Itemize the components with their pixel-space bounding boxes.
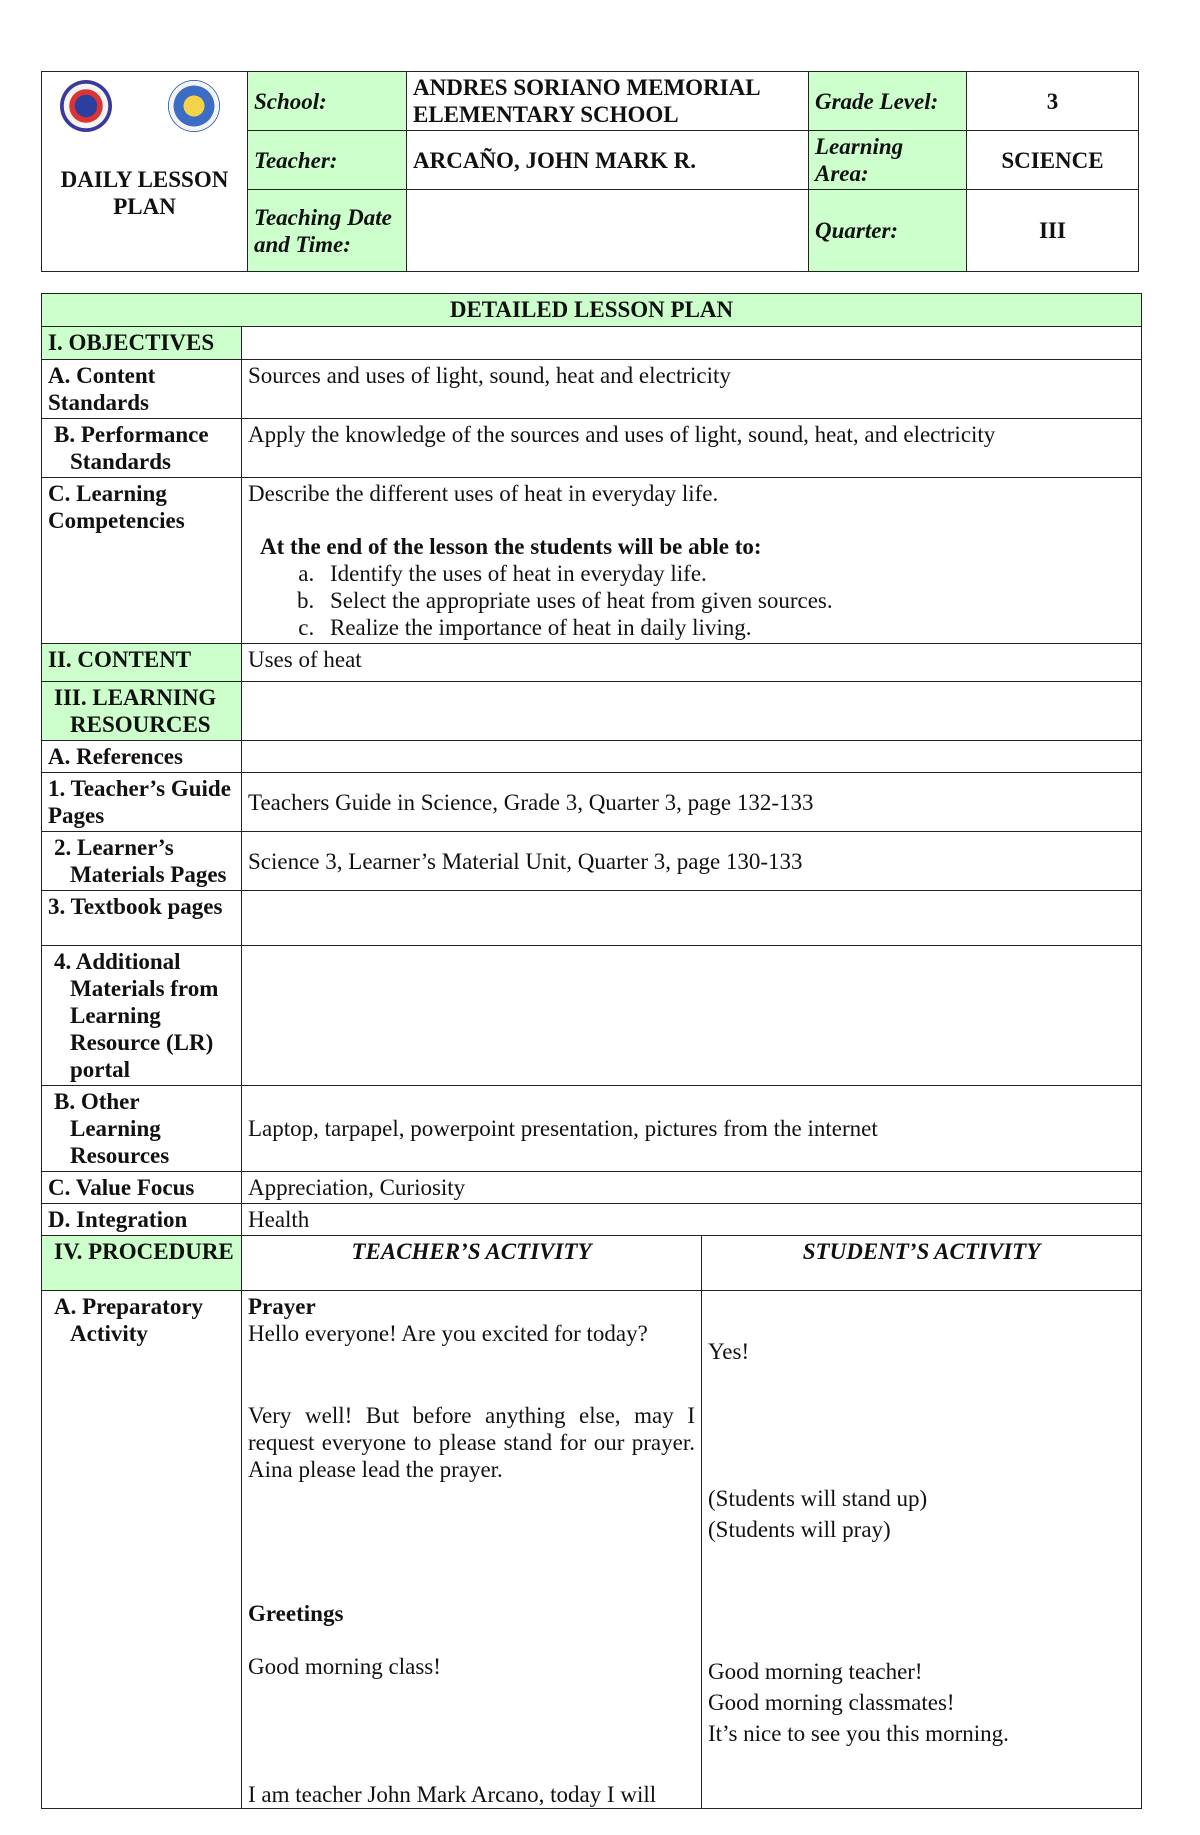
procedure-label: IV. PROCEDURE [42, 1236, 242, 1291]
teacher-line-3: Good morning class! [248, 1654, 441, 1679]
competencies-cell [242, 478, 1142, 644]
teacher-label: Teacher: [248, 131, 407, 190]
content-value: Uses of heat [242, 644, 1142, 682]
student-line-4: Good morning teacher! [708, 1659, 923, 1684]
student-line-3: (Students will pray) [708, 1517, 891, 1542]
student-activity-cell [702, 1291, 1142, 1809]
deped-seal-logo [60, 80, 112, 132]
other-resources-label: B. Other Learning Resources [42, 1086, 242, 1172]
grade-label: Grade Level: [809, 72, 967, 131]
objective-item: c. Realize the importance of heat in daily living. [320, 614, 1135, 641]
student-line-1: Yes! [708, 1339, 750, 1364]
learners-materials-label: 2. Learner’s Materials Pages [42, 832, 242, 891]
area-value: SCIENCE [967, 131, 1139, 190]
teacher-line-4: I am teacher John Mark Arcano, today I will [248, 1782, 657, 1807]
grade-value: 3 [967, 72, 1139, 131]
references-label: A. References [42, 741, 242, 773]
logos [42, 72, 247, 126]
student-line-6: It’s nice to see you this morning. [708, 1721, 1009, 1746]
student-activity-header: STUDENT’S ACTIVITY [702, 1236, 1142, 1291]
other-resources-value: Laptop, tarpapel, powerpoint presentation, pictures from the internet [242, 1086, 1142, 1172]
objectives-list [248, 560, 1135, 641]
integration-value: Health [242, 1204, 1142, 1236]
teachers-guide-value: Teachers Guide in Science, Grade 3, Quarter 3, page 132-133 [242, 773, 1142, 832]
school-value: ANDRES SORIANO MEMORIAL ELEMENTARY SCHOOL [407, 72, 809, 131]
area-label: Learning Area: [809, 131, 967, 190]
dlp-title: DAILY LESSON PLAN [60, 167, 229, 219]
date-label: Teaching Date and Time: [248, 190, 407, 272]
competencies-value: Describe the different uses of heat in everyday life. [248, 481, 719, 506]
competencies-label: C. Learning Competencies [42, 478, 242, 644]
prayer-heading: Prayer [248, 1294, 316, 1319]
objective-item: b. Select the appropriate uses of heat from given sources. [320, 587, 1135, 614]
content-label: II. CONTENT [42, 644, 242, 682]
teacher-activity-cell [242, 1291, 702, 1809]
quarter-label: Quarter: [809, 190, 967, 272]
integration-label: D. Integration [42, 1204, 242, 1236]
header-table [41, 71, 1139, 272]
lesson-plan-table [41, 293, 1142, 1809]
resources-label: III. LEARNING RESOURCES [42, 682, 242, 741]
competencies-intro: At the end of the lesson the students will be able to: [260, 534, 762, 559]
performance-standards-value: Apply the knowledge of the sources and uses of light, sound, heat, and electricity [242, 419, 1142, 478]
content-standards-value: Sources and uses of light, sound, heat and electricity [242, 360, 1142, 419]
lr-portal-label: 4. Additional Materials from Learning Resource (LR) portal [42, 946, 242, 1086]
greetings-heading: Greetings [248, 1601, 344, 1626]
textbook-label: 3. Textbook pages [42, 891, 242, 946]
school-label: School: [248, 72, 407, 131]
objective-item: a. Identify the uses of heat in everyday life. [320, 560, 1135, 587]
teachers-guide-label: 1. Teacher’s Guide Pages [42, 773, 242, 832]
dlp-title-cell [42, 72, 248, 272]
student-line-5: Good morning classmates! [708, 1690, 955, 1715]
date-value [407, 190, 809, 272]
value-focus-label: C. Value Focus [42, 1172, 242, 1204]
performance-standards-label: B. Performance Standards [42, 419, 242, 478]
teacher-line-2: Very well! But before anything else, may I request everyone to please stand for our prayer. Aina please lead the prayer. [248, 1403, 695, 1482]
learners-materials-value: Science 3, Learner’s Material Unit, Quarter 3, page 130-133 [242, 832, 1142, 891]
division-seal-logo [168, 80, 220, 132]
teacher-value: ARCAÑO, JOHN MARK R. [407, 131, 809, 190]
teacher-line-1: Hello everyone! Are you excited for today? [248, 1321, 648, 1346]
teacher-activity-header: TEACHER’S ACTIVITY [242, 1236, 702, 1291]
value-focus-value: Appreciation, Curiosity [242, 1172, 1142, 1204]
plan-title: DETAILED LESSON PLAN [42, 294, 1142, 327]
preparatory-label: A. Preparatory Activity [42, 1291, 242, 1809]
content-standards-label: A. Content Standards [42, 360, 242, 419]
objectives-label: I. OBJECTIVES [42, 327, 242, 360]
quarter-value: III [967, 190, 1139, 272]
student-line-2: (Students will stand up) [708, 1486, 928, 1511]
